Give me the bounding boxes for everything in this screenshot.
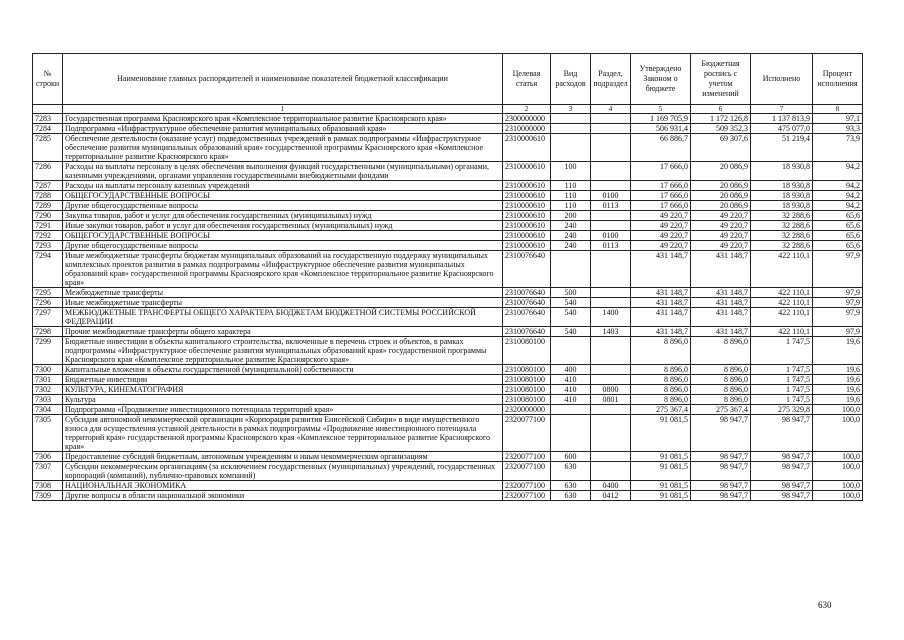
budget-amount-cell: 431 148,7 [691, 308, 751, 327]
budget-amount-cell: 49 220,7 [691, 231, 751, 241]
percent-cell: 65,6 [813, 241, 863, 251]
expense-kind-cell: 110 [551, 181, 591, 191]
percent-cell: 97,9 [813, 288, 863, 298]
approved-amount-cell: 91 081,5 [631, 452, 691, 462]
table-row [33, 298, 863, 308]
executed-amount-cell: 422 110,1 [751, 288, 813, 298]
row-number-cell: 7307 [33, 462, 63, 481]
table-row [33, 251, 863, 288]
table-row [33, 415, 863, 452]
executed-amount-cell: 32 288,6 [751, 231, 813, 241]
percent-cell: 100,0 [813, 462, 863, 481]
expense-kind-cell [551, 251, 591, 288]
header-section: Раздел, подраздел [591, 54, 631, 105]
row-name-cell: ОБЩЕГОСУДАРСТВЕННЫЕ ВОПРОСЫ [63, 231, 503, 241]
column-number: 7 [751, 105, 813, 114]
target-article-cell: 2310080100 [503, 385, 551, 395]
row-name-cell: Капитальные вложения в объекты государственной (муниципальной) собственности [63, 365, 503, 375]
approved-amount-cell: 91 081,5 [631, 481, 691, 491]
section-cell: 0113 [591, 201, 631, 211]
table-body [33, 114, 863, 501]
row-name-cell: Подпрограмма «Инфраструктурное обеспечение развития муниципальных образований края» [63, 124, 503, 134]
target-article-cell: 2310000610 [503, 221, 551, 231]
table-row [33, 162, 863, 181]
approved-amount-cell: 49 220,7 [631, 231, 691, 241]
row-name-cell: Прочие межбюджетные трансферты общего характера [63, 327, 503, 337]
section-cell: 0412 [591, 491, 631, 501]
percent-cell: 100,0 [813, 405, 863, 415]
row-number-cell: 7293 [33, 241, 63, 251]
row-number-cell: 7285 [33, 134, 63, 162]
budget-amount-cell: 431 148,7 [691, 298, 751, 308]
percent-cell: 94,2 [813, 201, 863, 211]
row-number-cell: 7294 [33, 251, 63, 288]
row-number-cell: 7288 [33, 191, 63, 201]
executed-amount-cell: 275 329,8 [751, 405, 813, 415]
table-row [33, 337, 863, 365]
row-number-cell: 7304 [33, 405, 63, 415]
percent-cell: 97,9 [813, 327, 863, 337]
row-number-cell: 7299 [33, 337, 63, 365]
percent-cell: 19,6 [813, 385, 863, 395]
budget-amount-cell: 8 896,0 [691, 385, 751, 395]
approved-amount-cell: 431 148,7 [631, 298, 691, 308]
approved-amount-cell: 431 148,7 [631, 288, 691, 298]
percent-cell: 100,0 [813, 481, 863, 491]
expense-kind-cell: 540 [551, 308, 591, 327]
percent-cell: 97,9 [813, 251, 863, 288]
table-row [33, 481, 863, 491]
target-article-cell: 2310076640 [503, 327, 551, 337]
table-row [33, 134, 863, 162]
percent-cell: 100,0 [813, 452, 863, 462]
row-name-cell: Субсидии некоммерческим организациям (за исключением государственных (муниципальных) учреждений, государственных корпораций (компаний), публично-правовых компаний) [63, 462, 503, 481]
section-cell: 0801 [591, 395, 631, 405]
row-name-cell: Расходы на выплаты персоналу казенных учреждений [63, 181, 503, 191]
row-name-cell: Другие общегосударственные вопросы [63, 241, 503, 251]
executed-amount-cell: 1 747,5 [751, 385, 813, 395]
target-article-cell: 2310080100 [503, 395, 551, 405]
row-name-cell: Расходы на выплаты персоналу в целях обеспечения выполнения функций государственными (муниципальными) органами, казенными учреждениями, органами управления государственными внебюджетными фондами [63, 162, 503, 181]
budget-amount-cell: 8 896,0 [691, 375, 751, 385]
table-row [33, 491, 863, 501]
percent-cell: 100,0 [813, 415, 863, 452]
budget-amount-cell: 431 148,7 [691, 327, 751, 337]
expense-kind-cell [551, 405, 591, 415]
header-name: Наименование главных распорядителей и наименование показателей бюджетной классификации [63, 54, 503, 105]
column-number: 4 [591, 105, 631, 114]
percent-cell: 100,0 [813, 491, 863, 501]
header-percent: Процент исполнения [813, 54, 863, 105]
approved-amount-cell: 8 896,0 [631, 365, 691, 375]
budget-amount-cell: 69 307,6 [691, 134, 751, 162]
approved-amount-cell: 8 896,0 [631, 395, 691, 405]
executed-amount-cell: 98 947,7 [751, 452, 813, 462]
budget-amount-cell: 98 947,7 [691, 452, 751, 462]
row-number-cell: 7290 [33, 211, 63, 221]
table-header-row [33, 54, 863, 105]
header-target-article: Целевая статья [503, 54, 551, 105]
approved-amount-cell: 66 886,7 [631, 134, 691, 162]
row-name-cell: Подпрограмма «Продвижение инвестиционного потенциала территорий края» [63, 405, 503, 415]
percent-cell: 19,6 [813, 337, 863, 365]
approved-amount-cell: 91 081,5 [631, 491, 691, 501]
section-cell [591, 124, 631, 134]
row-number-cell: 7287 [33, 181, 63, 191]
target-article-cell: 2320077100 [503, 452, 551, 462]
approved-amount-cell: 17 666,0 [631, 191, 691, 201]
percent-cell: 65,6 [813, 211, 863, 221]
expense-kind-cell: 110 [551, 201, 591, 211]
target-article-cell: 2310000610 [503, 211, 551, 221]
budget-amount-cell: 431 148,7 [691, 288, 751, 298]
approved-amount-cell: 275 367,4 [631, 405, 691, 415]
target-article-cell: 2310000610 [503, 231, 551, 241]
table-row [33, 241, 863, 251]
row-name-cell: ОБЩЕГОСУДАРСТВЕННЫЕ ВОПРОСЫ [63, 191, 503, 201]
executed-amount-cell: 32 288,6 [751, 241, 813, 251]
row-number-cell: 7300 [33, 365, 63, 375]
row-name-cell: Бюджетные инвестиции в объекты капитального строительства, включенные в перечень строек и объектов, в рамках подпрограммы «Инфраструктурное обеспечение развития муниципальных образований края» государственной программы Красноярского края «Комплексное территориальное развитие Красноярского края» [63, 337, 503, 365]
percent-cell: 73,9 [813, 134, 863, 162]
approved-amount-cell: 49 220,7 [631, 211, 691, 221]
executed-amount-cell: 98 947,7 [751, 491, 813, 501]
section-cell [591, 181, 631, 191]
expense-kind-cell [551, 124, 591, 134]
approved-amount-cell: 8 896,0 [631, 337, 691, 365]
target-article-cell: 2300000000 [503, 114, 551, 124]
row-number-cell: 7297 [33, 308, 63, 327]
budget-amount-cell: 20 086,9 [691, 201, 751, 211]
budget-amount-cell: 98 947,7 [691, 462, 751, 481]
budget-amount-cell: 8 896,0 [691, 365, 751, 375]
row-name-cell: Субсидия автономной некоммерческой организации «Корпорация развития Енисейской Сибири» в виде имущественного взноса для осуществления уставной деятельности в рамках подпрограммы «Продвижение инвестиционного потенциала территорий края» государственной программы Красноярского края «Комплексное территориальное развитие Красноярского края» [63, 415, 503, 452]
executed-amount-cell: 1 747,5 [751, 395, 813, 405]
section-cell [591, 114, 631, 124]
row-name-cell: Иные межбюджетные трансферты [63, 298, 503, 308]
expense-kind-cell: 410 [551, 395, 591, 405]
approved-amount-cell: 431 148,7 [631, 308, 691, 327]
expense-kind-cell: 240 [551, 231, 591, 241]
section-cell: 0113 [591, 241, 631, 251]
table-row [33, 221, 863, 231]
expense-kind-cell: 630 [551, 462, 591, 481]
section-cell: 1403 [591, 327, 631, 337]
row-name-cell: Другие общегосударственные вопросы [63, 201, 503, 211]
section-cell: 1400 [591, 308, 631, 327]
target-article-cell: 2310000610 [503, 134, 551, 162]
target-article-cell: 2310080100 [503, 365, 551, 375]
section-cell [591, 221, 631, 231]
row-number-cell: 7303 [33, 395, 63, 405]
budget-amount-cell: 49 220,7 [691, 211, 751, 221]
expense-kind-cell: 500 [551, 288, 591, 298]
budget-amount-cell: 8 896,0 [691, 395, 751, 405]
percent-cell: 65,6 [813, 221, 863, 231]
table-row [33, 327, 863, 337]
row-number-cell: 7301 [33, 375, 63, 385]
table-row [33, 201, 863, 211]
row-number-cell: 7306 [33, 452, 63, 462]
table-row [33, 462, 863, 481]
approved-amount-cell: 8 896,0 [631, 385, 691, 395]
section-cell [591, 134, 631, 162]
budget-amount-cell: 49 220,7 [691, 241, 751, 251]
row-number-cell: 7309 [33, 491, 63, 501]
target-article-cell: 2310080100 [503, 375, 551, 385]
column-number: 5 [631, 105, 691, 114]
target-article-cell: 2310076640 [503, 298, 551, 308]
budget-amount-cell: 20 086,9 [691, 191, 751, 201]
row-name-cell: Обеспечение деятельности (оказание услуг) подведомственных учреждений в рамках подпрограммы «Инфраструктурное обеспечение развития муниципальных образований края» государственной программы Красноярского края «Комплексное территориальное развитие Красноярского края» [63, 134, 503, 162]
row-number-cell: 7305 [33, 415, 63, 452]
expense-kind-cell: 400 [551, 365, 591, 375]
percent-cell: 97,9 [813, 298, 863, 308]
table-row [33, 231, 863, 241]
expense-kind-cell: 600 [551, 452, 591, 462]
expense-kind-cell [551, 134, 591, 162]
approved-amount-cell: 17 666,0 [631, 201, 691, 211]
row-number-cell: 7286 [33, 162, 63, 181]
approved-amount-cell: 506 931,4 [631, 124, 691, 134]
executed-amount-cell: 18 930,8 [751, 191, 813, 201]
percent-cell: 65,6 [813, 231, 863, 241]
section-cell [591, 415, 631, 452]
row-name-cell: КУЛЬТУРА, КИНЕМАТОГРАФИЯ [63, 385, 503, 395]
row-name-cell: Межбюджетные трансферты [63, 288, 503, 298]
section-cell [591, 162, 631, 181]
row-number-cell: 7308 [33, 481, 63, 491]
percent-cell: 94,2 [813, 181, 863, 191]
section-cell: 0100 [591, 191, 631, 201]
row-name-cell: Иные закупки товаров, работ и услуг для обеспечения государственных (муниципальных) нужд [63, 221, 503, 231]
target-article-cell: 2310000610 [503, 162, 551, 181]
row-name-cell: Культура [63, 395, 503, 405]
executed-amount-cell: 422 110,1 [751, 298, 813, 308]
table-row [33, 181, 863, 191]
budget-amount-cell: 8 896,0 [691, 337, 751, 365]
section-cell [591, 452, 631, 462]
column-number: 8 [813, 105, 863, 114]
target-article-cell: 2310000610 [503, 181, 551, 191]
expense-kind-cell [551, 415, 591, 452]
section-cell [591, 298, 631, 308]
row-number-cell: 7302 [33, 385, 63, 395]
approved-amount-cell: 91 081,5 [631, 415, 691, 452]
executed-amount-cell: 32 288,6 [751, 211, 813, 221]
percent-cell: 94,2 [813, 191, 863, 201]
executed-amount-cell: 98 947,7 [751, 462, 813, 481]
expense-kind-cell: 100 [551, 162, 591, 181]
executed-amount-cell: 18 930,8 [751, 162, 813, 181]
row-name-cell: Государственная программа Красноярского края «Комплексное территориальное развитие Красноярского края» [63, 114, 503, 124]
row-name-cell: Бюджетные инвестиции [63, 375, 503, 385]
percent-cell: 19,6 [813, 375, 863, 385]
approved-amount-cell: 17 666,0 [631, 162, 691, 181]
percent-cell: 93,3 [813, 124, 863, 134]
row-number-cell: 7292 [33, 231, 63, 241]
header-expense-kind: Вид расходов [551, 54, 591, 105]
target-article-cell: 2320077100 [503, 415, 551, 452]
percent-cell: 94,2 [813, 162, 863, 181]
executed-amount-cell: 422 110,1 [751, 327, 813, 337]
target-article-cell: 2310000610 [503, 201, 551, 211]
expense-kind-cell: 240 [551, 241, 591, 251]
expense-kind-cell: 630 [551, 491, 591, 501]
section-cell [591, 288, 631, 298]
header-row-number: № строки [33, 54, 63, 105]
table-row [33, 452, 863, 462]
section-cell [591, 375, 631, 385]
percent-cell: 97,1 [813, 114, 863, 124]
expense-kind-cell: 240 [551, 221, 591, 231]
row-number-cell: 7289 [33, 201, 63, 211]
percent-cell: 19,6 [813, 395, 863, 405]
expense-kind-cell: 200 [551, 211, 591, 221]
approved-amount-cell: 431 148,7 [631, 327, 691, 337]
section-cell [591, 211, 631, 221]
budget-amount-cell: 20 086,9 [691, 162, 751, 181]
table-row [33, 288, 863, 298]
target-article-cell: 2320000000 [503, 405, 551, 415]
expense-kind-cell: 110 [551, 191, 591, 201]
budget-amount-cell: 49 220,7 [691, 221, 751, 231]
budget-amount-cell: 1 172 126,8 [691, 114, 751, 124]
section-cell [591, 462, 631, 481]
expense-kind-cell: 410 [551, 385, 591, 395]
section-cell: 0100 [591, 231, 631, 241]
percent-cell: 97,9 [813, 308, 863, 327]
executed-amount-cell: 98 947,7 [751, 481, 813, 491]
budget-execution-table [32, 53, 863, 501]
header-approved: Утверждено Законом о бюджете [631, 54, 691, 105]
budget-amount-cell: 98 947,7 [691, 481, 751, 491]
table-row [33, 211, 863, 221]
table-row [33, 191, 863, 201]
section-cell [591, 337, 631, 365]
executed-amount-cell: 32 288,6 [751, 221, 813, 231]
section-cell: 0400 [591, 481, 631, 491]
row-number-cell: 7295 [33, 288, 63, 298]
executed-amount-cell: 422 110,1 [751, 251, 813, 288]
target-article-cell: 2320077100 [503, 491, 551, 501]
budget-amount-cell: 431 148,7 [691, 251, 751, 288]
table-row [33, 308, 863, 327]
row-name-cell: МЕЖБЮДЖЕТНЫЕ ТРАНСФЕРТЫ ОБЩЕГО ХАРАКТЕРА БЮДЖЕТАМ БЮДЖЕТНОЙ СИСТЕМЫ РОССИЙСКОЙ ФЕДЕРАЦИИ [63, 308, 503, 327]
target-article-cell: 2310076640 [503, 251, 551, 288]
approved-amount-cell: 1 169 705,9 [631, 114, 691, 124]
executed-amount-cell: 1 747,5 [751, 337, 813, 365]
row-name-cell: Закупка товаров, работ и услуг для обеспечения государственных (муниципальных) нужд [63, 211, 503, 221]
executed-amount-cell: 475 077,0 [751, 124, 813, 134]
target-article-cell: 2310076640 [503, 308, 551, 327]
page-number: 630 [818, 600, 832, 610]
expense-kind-cell: 630 [551, 481, 591, 491]
approved-amount-cell: 91 081,5 [631, 462, 691, 481]
table-row [33, 405, 863, 415]
expense-kind-cell: 540 [551, 327, 591, 337]
row-number-cell: 7291 [33, 221, 63, 231]
target-article-cell: 2310000000 [503, 124, 551, 134]
table-row [33, 395, 863, 405]
section-cell [591, 365, 631, 375]
executed-amount-cell: 1 747,5 [751, 375, 813, 385]
table-row [33, 114, 863, 124]
column-number: 1 [63, 105, 503, 114]
executed-amount-cell: 98 947,7 [751, 415, 813, 452]
row-name-cell: Другие вопросы в области национальной экономики [63, 491, 503, 501]
target-article-cell: 2320077100 [503, 462, 551, 481]
row-name-cell: Предоставление субсидий бюджетным, автономным учреждениям и иным некоммерческим организациям [63, 452, 503, 462]
table-row [33, 365, 863, 375]
column-number-row [33, 105, 863, 114]
expense-kind-cell [551, 114, 591, 124]
target-article-cell: 2320077100 [503, 481, 551, 491]
approved-amount-cell: 17 666,0 [631, 181, 691, 191]
target-article-cell: 2310076640 [503, 288, 551, 298]
section-cell [591, 251, 631, 288]
table-row [33, 385, 863, 395]
row-number-cell: 7284 [33, 124, 63, 134]
executed-amount-cell: 51 219,4 [751, 134, 813, 162]
executed-amount-cell: 18 930,8 [751, 181, 813, 191]
column-number: 2 [503, 105, 551, 114]
header-executed: Исполнено [751, 54, 813, 105]
row-number-cell: 7283 [33, 114, 63, 124]
table-row [33, 124, 863, 134]
row-name-cell: Иные межбюджетные трансферты бюджетам муниципальных образований на государственную поддержку муниципальных комплексных проектов развития в рамках подпрограммы «Инфраструктурное обеспечение развития муниципальных образований края» государственной программы Красноярского края «Комплексное территориальное развитие Красноярского края» [63, 251, 503, 288]
budget-amount-cell: 509 352,3 [691, 124, 751, 134]
target-article-cell: 2310000610 [503, 191, 551, 201]
column-number: 6 [691, 105, 751, 114]
approved-amount-cell: 49 220,7 [631, 241, 691, 251]
budget-amount-cell: 98 947,7 [691, 491, 751, 501]
percent-cell: 19,6 [813, 365, 863, 375]
budget-amount-cell: 98 947,7 [691, 415, 751, 452]
executed-amount-cell: 18 930,8 [751, 201, 813, 211]
budget-amount-cell: 275 367,4 [691, 405, 751, 415]
executed-amount-cell: 1 747,5 [751, 365, 813, 375]
approved-amount-cell: 431 148,7 [631, 251, 691, 288]
expense-kind-cell: 540 [551, 298, 591, 308]
target-article-cell: 2310000610 [503, 241, 551, 251]
column-number: 3 [551, 105, 591, 114]
expense-kind-cell [551, 337, 591, 365]
expense-kind-cell: 410 [551, 375, 591, 385]
column-number [33, 105, 63, 114]
approved-amount-cell: 8 896,0 [631, 375, 691, 385]
approved-amount-cell: 49 220,7 [631, 221, 691, 231]
section-cell [591, 405, 631, 415]
target-article-cell: 2310080100 [503, 337, 551, 365]
header-budget-schedule: Бюджетная роспись с учетом изменений [691, 54, 751, 105]
row-name-cell: НАЦИОНАЛЬНАЯ ЭКОНОМИКА [63, 481, 503, 491]
section-cell: 0800 [591, 385, 631, 395]
executed-amount-cell: 1 137 813,9 [751, 114, 813, 124]
table-row [33, 375, 863, 385]
row-number-cell: 7296 [33, 298, 63, 308]
budget-amount-cell: 20 086,9 [691, 181, 751, 191]
executed-amount-cell: 422 110,1 [751, 308, 813, 327]
row-number-cell: 7298 [33, 327, 63, 337]
